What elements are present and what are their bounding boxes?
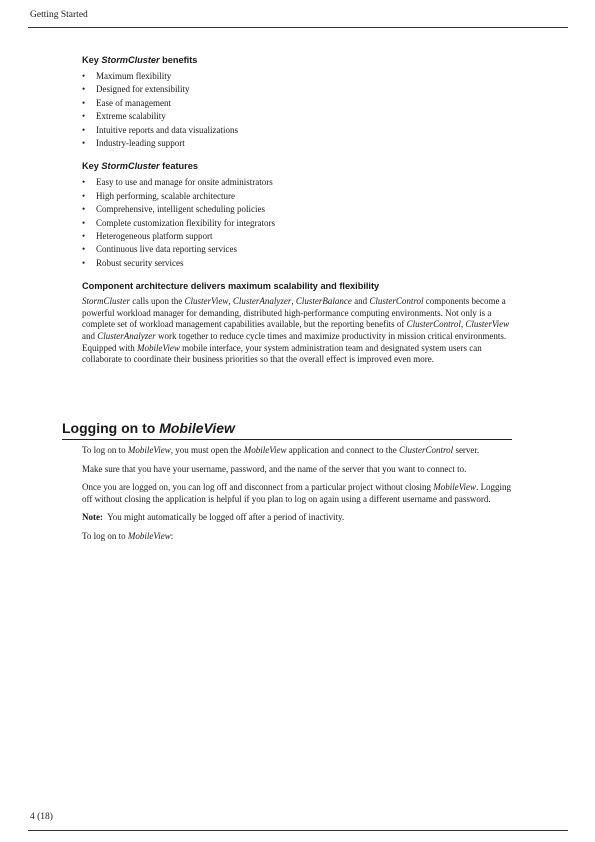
product-name: ClusterAnalyzer [232, 296, 292, 307]
benefits-heading [82, 55, 512, 65]
product-name: MobileView [127, 445, 171, 455]
list-item: • Ease of management [82, 97, 512, 110]
benefits-heading-pre: Key [82, 55, 102, 65]
paragraph-text: Once you are logged on, you can log off and disconnect from a particular project without closing [82, 482, 434, 493]
note-paragraph [82, 512, 514, 524]
list-item: • Heterogeneous platform support [82, 230, 512, 243]
paragraph-text: calls upon the [130, 296, 185, 307]
list-item: • Continuous live data reporting services [82, 243, 512, 256]
list-item: • Easy to use and manage for onsite administrators [82, 176, 512, 189]
section-heading-logging-on [62, 420, 512, 440]
features-list [82, 176, 512, 270]
benefits-heading-post: benefits [159, 55, 198, 65]
list-item: • Comprehensive, intelligent scheduling policies [82, 203, 512, 216]
paragraph-text: mobile interface, your system administration team and designated system users can collaborate to coordinate their business priorities so that the overall effect is improved even more. [82, 342, 482, 365]
paragraph-text: , [291, 296, 296, 307]
list-item: • Robust security services [82, 257, 512, 270]
product-name: ClusterAnalyzer [97, 331, 156, 342]
features-heading-product: StormCluster [101, 161, 160, 172]
paragraph-text: server. [453, 445, 480, 455]
product-name: ClusterBalance [295, 296, 352, 307]
paragraph-text: and [82, 331, 98, 342]
product-name: ClusterControl [406, 319, 461, 330]
product-name: MobileView [433, 482, 477, 493]
list-item: • High performing, scalable architecture [82, 190, 512, 203]
architecture-paragraph [82, 296, 512, 366]
page-number: 4 (18) [30, 812, 53, 822]
footer-rule [28, 830, 568, 831]
paragraph-text: , [228, 296, 233, 307]
architecture-heading: Component architecture delivers maximum scalability and flexibility [82, 281, 380, 292]
paragraph-text: , [460, 319, 466, 330]
features-heading [82, 161, 512, 171]
paragraph-text: To log on to [82, 530, 128, 541]
paragraph-text: To log on to [82, 445, 128, 455]
running-head: Getting Started [30, 10, 88, 20]
product-name: ClusterControl [399, 445, 454, 455]
benefits-features-section [82, 55, 512, 373]
benefits-heading-product: StormCluster [101, 55, 160, 65]
list-item: • Intuitive reports and data visualizations [82, 124, 512, 137]
paragraph-text: , you must open the [170, 445, 244, 455]
logging-paragraph-3 [82, 482, 514, 505]
list-item: • Complete customization flexibility for integrators [82, 217, 512, 230]
logging-paragraph-1 [82, 445, 514, 457]
paragraph-text: application and connect to the [286, 445, 399, 455]
product-name: StormCluster [82, 296, 131, 307]
paragraph-text: : [170, 530, 174, 541]
product-name: MobileView [137, 342, 180, 353]
paragraph-text: and [351, 296, 370, 307]
paragraph-text: . Logging off without closing the application is helpful if you plan to log on again using a different username and password. [82, 482, 512, 504]
header-rule [28, 27, 568, 28]
product-name: ClusterView [184, 296, 229, 307]
product-name: ClusterControl [369, 296, 424, 307]
section-heading-product: MobileView [159, 420, 235, 436]
logging-paragraph-5 [82, 531, 514, 543]
logging-section [82, 445, 514, 550]
features-heading-pre: Key [82, 161, 102, 172]
product-name: MobileView [243, 445, 287, 455]
paragraph-text: work together to reduce cycle times and maximize productivity in mission critical environments. Equipped with [82, 331, 507, 353]
list-item: • Designed for extensibility [82, 83, 512, 96]
note-text: You might automatically be logged off after a period of inactivity. [103, 512, 345, 523]
benefits-list [82, 70, 512, 150]
product-name: ClusterView [465, 319, 510, 330]
section-heading-pre: Logging on to [62, 420, 160, 436]
note-label: Note: [82, 512, 103, 523]
paragraph-text: components become a powerful workload manager for demanding, distributed high-performance computing environments. Not only is a complete set of workload management capabilities available, but the reporting benefits of [82, 296, 506, 330]
list-item: • Industry-leading support [82, 137, 512, 150]
list-item: • Maximum flexibility [82, 70, 512, 83]
list-item: • Extreme scalability [82, 110, 512, 123]
logging-paragraph-2: Make sure that you have your username, password, and the name of the server that you want to connect to. [82, 463, 467, 474]
features-heading-post: features [159, 161, 198, 172]
product-name: MobileView [127, 530, 171, 541]
